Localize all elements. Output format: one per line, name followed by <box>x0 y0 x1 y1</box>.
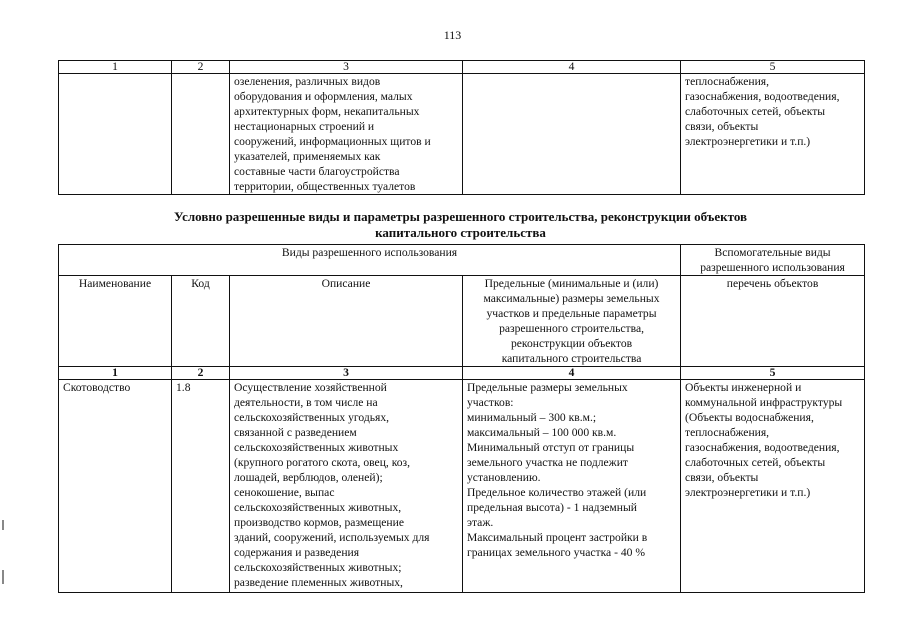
group-header-row <box>59 245 865 276</box>
text-line: разрешенного использования <box>700 261 845 274</box>
aux-cell <box>681 74 865 195</box>
params-cell <box>463 380 681 593</box>
text-line: деятельности, в том числе на <box>234 396 378 409</box>
column-number-row <box>59 61 865 74</box>
name-cell <box>59 74 172 195</box>
column-number: 3 <box>230 367 463 380</box>
table-row <box>59 74 865 195</box>
text-line: разрешенного строительства, <box>499 322 644 335</box>
text-line: капитального строительства <box>501 352 642 365</box>
page-number: 113 <box>443 28 462 42</box>
code-cell: 1.8 <box>172 380 230 593</box>
text-line: предельная высота) - 1 надземный <box>467 501 637 514</box>
header-description: Описание <box>230 276 463 367</box>
text-line: электроэнергетики и т.п.) <box>685 135 811 148</box>
column-header-row <box>59 276 865 367</box>
text-line: сельскохозяйственных животных <box>234 441 399 454</box>
text-line: архитектурных форм, некапитальных <box>234 105 420 118</box>
column-number: 5 <box>681 367 865 380</box>
text-line: реконструкции объектов <box>510 337 633 350</box>
text-line: максимальный – 100 000 кв.м. <box>467 426 617 439</box>
text-line: связи, объекты <box>685 120 759 133</box>
text-line: лошадей, верблюдов, оленей); <box>234 471 383 484</box>
column-number: 2 <box>172 367 230 380</box>
text-line: сооружений, информационных щитов и <box>234 135 431 148</box>
scan-margin-marks <box>2 520 6 584</box>
text-line: Осуществление хозяйственной <box>234 381 387 394</box>
text-line: указателей, применяемых как <box>234 150 381 163</box>
name-cell: Скотоводство <box>59 380 172 593</box>
text-line: оборудования и оформления, малых <box>234 90 413 103</box>
text-line: связанной с разведением <box>234 426 357 439</box>
section-title-line: капитального строительства <box>375 225 546 240</box>
text-line: связи, объекты <box>685 471 759 484</box>
section-title <box>58 209 863 241</box>
text-line: производство кормов, размещение <box>234 516 404 529</box>
text-line: теплоснабжения, <box>685 75 770 88</box>
aux-cell <box>681 380 865 593</box>
column-number: 2 <box>172 61 230 74</box>
text-line: электроэнергетики и т.п.) <box>685 486 811 499</box>
text-line: (Объекты водоснабжения, <box>685 411 814 424</box>
text-line: зданий, сооружений, используемых для <box>234 531 430 544</box>
header-code: Код <box>172 276 230 367</box>
header-list: перечень объектов <box>681 276 865 367</box>
text-line: участков и предельные параметры <box>486 307 657 320</box>
description-cell <box>230 380 463 593</box>
section-title-line: Условно разрешенные виды и параметры разрешенного строительства, реконструкции объектов <box>173 209 748 224</box>
text-line: Предельные (минимальные и (или) <box>484 277 659 290</box>
text-line: Минимальный отступ от границы <box>467 441 635 454</box>
text-line: озеленения, различных видов <box>234 75 381 88</box>
column-number: 4 <box>463 367 681 380</box>
text-line: (крупного рогатого скота, овец, коз, <box>234 456 411 469</box>
column-number: 4 <box>463 61 681 74</box>
text-line: Вспомогательные виды <box>714 246 831 259</box>
text-line: слаботочных сетей, объекты <box>685 105 826 118</box>
column-number: 1 <box>59 61 172 74</box>
text-line: Предельное количество этажей (или <box>467 486 647 499</box>
text-line: установлению. <box>467 471 541 484</box>
text-line: сельскохозяйственных угодьях, <box>234 411 390 424</box>
text-line: нестационарных строений и <box>234 120 375 133</box>
text-line: слаботочных сетей, объекты <box>685 456 826 469</box>
text-line: этаж. <box>467 516 494 529</box>
column-number-row <box>59 367 865 380</box>
column-number: 3 <box>230 61 463 74</box>
params-cell <box>463 74 681 195</box>
header-params <box>463 276 681 367</box>
text-line: Максимальный процент застройки в <box>467 531 648 544</box>
column-number: 1 <box>59 367 172 380</box>
table-row <box>59 380 865 593</box>
text-line: Объекты инженерной и <box>685 381 802 394</box>
text-line: газоснабжения, водоотведения, <box>685 441 840 454</box>
header-name: Наименование <box>59 276 172 367</box>
text-line: минимальный – 300 кв.м.; <box>467 411 597 424</box>
text-line: сельскохозяйственных животных, <box>234 501 402 514</box>
continued-table <box>58 60 865 195</box>
group-header-auxiliary <box>681 245 865 276</box>
text-line: Предельные размеры земельных <box>467 381 628 394</box>
text-line: участков: <box>467 396 514 409</box>
permitted-use-table <box>58 244 865 593</box>
description-cell <box>230 74 463 195</box>
text-line: разведение племенных животных, <box>234 576 403 589</box>
text-line: земельного участка не подлежит <box>467 456 628 469</box>
text-line: сельскохозяйственных животных; <box>234 561 402 574</box>
text-line: коммунальной инфраструктуры <box>685 396 843 409</box>
text-line: максимальные) размеры земельных <box>483 292 660 305</box>
text-line: границах земельного участка - 40 % <box>467 546 645 559</box>
text-line: теплоснабжения, <box>685 426 770 439</box>
text-line: содержания и разведения <box>234 546 360 559</box>
column-number: 5 <box>681 61 865 74</box>
text-line: сенокошение, выпас <box>234 486 335 499</box>
group-header-permitted: Виды разрешенного использования <box>59 245 681 276</box>
text-line: газоснабжения, водоотведения, <box>685 90 840 103</box>
text-line: составные части благоустройства <box>234 165 400 178</box>
text-line: территории, общественных туалетов <box>234 180 416 193</box>
code-cell <box>172 74 230 195</box>
